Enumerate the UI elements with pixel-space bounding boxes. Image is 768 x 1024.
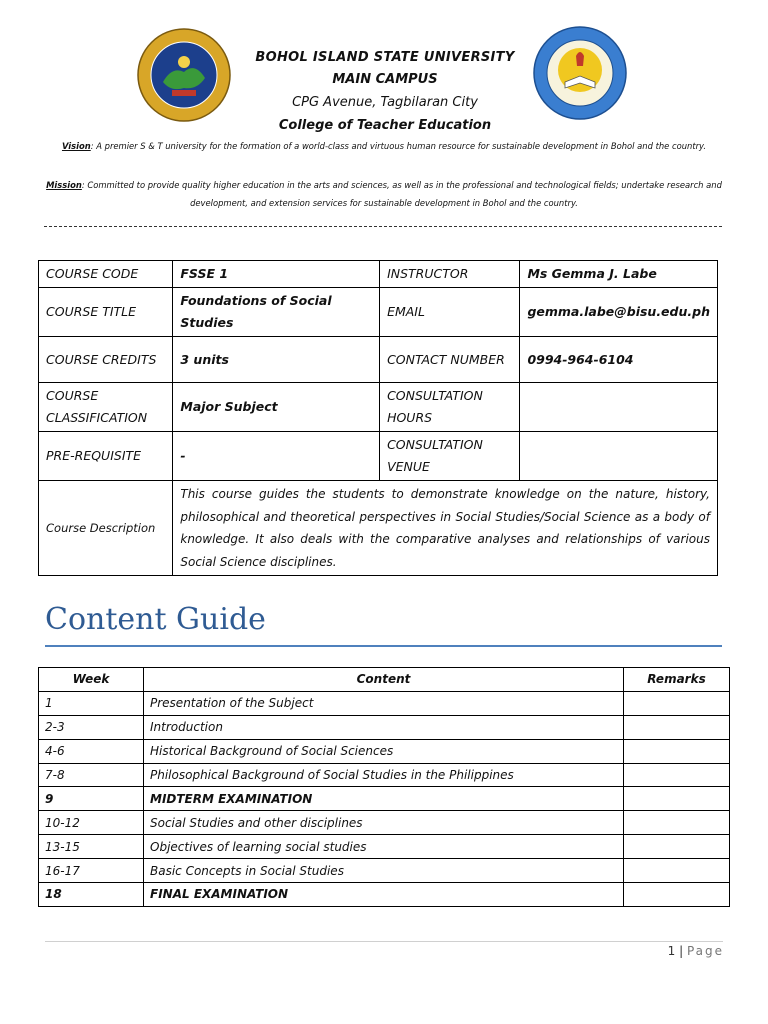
consultation-hours-value bbox=[520, 383, 718, 432]
course-credits-row bbox=[39, 337, 718, 383]
remarks-cell bbox=[624, 691, 730, 715]
remarks-cell bbox=[624, 883, 730, 907]
instructor-label: INSTRUCTOR bbox=[380, 261, 520, 288]
address: CPG Avenue, Tagbilaran City bbox=[292, 95, 478, 110]
table-row bbox=[39, 835, 730, 859]
page-footer bbox=[668, 944, 724, 958]
consultation-venue-label: CONSULTATION VENUE bbox=[380, 432, 520, 481]
week-cell: 16-17 bbox=[39, 859, 144, 883]
week-cell: 1 bbox=[39, 691, 144, 715]
vision-label: Vision bbox=[61, 141, 91, 151]
consultation-venue-value bbox=[520, 432, 718, 481]
content-cell: Historical Background of Social Sciences bbox=[144, 739, 624, 763]
contact-number-label: CONTACT NUMBER bbox=[380, 337, 520, 383]
content-cell: Presentation of the Subject bbox=[144, 691, 624, 715]
remarks-cell bbox=[624, 763, 730, 787]
course-classification-label: COURSE CLASSIFICATION bbox=[39, 383, 173, 432]
content-column-header: Content bbox=[144, 668, 624, 692]
content-guide-header-row bbox=[39, 668, 730, 692]
vision-text: : A premier S & T university for the formation of a world-class and virtuous human resource for sustainable development in Bohol and the country. bbox=[90, 141, 707, 151]
table-row bbox=[39, 859, 730, 883]
week-cell: 2-3 bbox=[39, 715, 144, 739]
mission-statement bbox=[44, 176, 724, 212]
page-separator: | bbox=[679, 944, 684, 958]
table-row bbox=[39, 811, 730, 835]
course-description-label: Course Description bbox=[39, 481, 173, 576]
content-cell: MIDTERM EXAMINATION bbox=[144, 787, 624, 811]
week-cell: 9 bbox=[39, 787, 144, 811]
course-description-text: This course guides the students to demonstrate knowledge on the nature, history, philosophical and theoretical perspectives in Social Studies/Social Science as a body of knowledge. It also deals with the comparative analyses and relationships of various Social Science disciplines. bbox=[173, 481, 718, 576]
prerequisite-row bbox=[39, 432, 718, 481]
content-cell: FINAL EXAMINATION bbox=[144, 883, 624, 907]
page-label: Page bbox=[686, 944, 724, 958]
remarks-cell bbox=[624, 835, 730, 859]
table-row bbox=[39, 763, 730, 787]
table-row bbox=[39, 883, 730, 907]
remarks-cell bbox=[624, 859, 730, 883]
week-cell: 7-8 bbox=[39, 763, 144, 787]
consultation-hours-label: CONSULTATION HOURS bbox=[380, 383, 520, 432]
course-credits-label: COURSE CREDITS bbox=[39, 337, 173, 383]
page-number: 1 bbox=[667, 944, 676, 958]
header-divider bbox=[44, 226, 722, 227]
remarks-column-header: Remarks bbox=[624, 668, 730, 692]
week-column-header: Week bbox=[39, 668, 144, 692]
content-guide-underline bbox=[45, 645, 722, 647]
prerequisite-value: - bbox=[173, 432, 380, 481]
course-title-row bbox=[39, 288, 718, 337]
course-code-row bbox=[39, 261, 718, 288]
instructor-value: Ms Gemma J. Labe bbox=[520, 261, 718, 288]
course-title-value: Foundations of Social Studies bbox=[173, 288, 380, 337]
content-guide-title: Content Guide bbox=[45, 602, 266, 637]
table-row bbox=[39, 787, 730, 811]
mission-text: : Committed to provide quality higher education in the arts and sciences, as well as in the professional and technological fields; undertake research and development, and extension services for sustainable development in Bohol and the country. bbox=[81, 180, 722, 208]
campus-name: MAIN CAMPUS bbox=[332, 72, 438, 87]
week-cell: 13-15 bbox=[39, 835, 144, 859]
content-cell: Basic Concepts in Social Studies bbox=[144, 859, 624, 883]
course-classification-row bbox=[39, 383, 718, 432]
email-value: gemma.labe@bisu.edu.ph bbox=[520, 288, 718, 337]
course-title-label: COURSE TITLE bbox=[39, 288, 173, 337]
course-classification-value: Major Subject bbox=[173, 383, 380, 432]
contact-number-value: 0994-964-6104 bbox=[520, 337, 718, 383]
email-label: EMAIL bbox=[380, 288, 520, 337]
mission-label: Mission bbox=[46, 180, 82, 190]
week-cell: 18 bbox=[39, 883, 144, 907]
content-cell: Objectives of learning social studies bbox=[144, 835, 624, 859]
table-row bbox=[39, 691, 730, 715]
table-row bbox=[39, 715, 730, 739]
university-name: BOHOL ISLAND STATE UNIVERSITY bbox=[255, 50, 515, 65]
remarks-cell bbox=[624, 811, 730, 835]
table-row bbox=[39, 739, 730, 763]
content-cell: Introduction bbox=[144, 715, 624, 739]
content-cell: Philosophical Background of Social Studies in the Philippines bbox=[144, 763, 624, 787]
remarks-cell bbox=[624, 715, 730, 739]
course-code-label: COURSE CODE bbox=[39, 261, 173, 288]
content-guide-table bbox=[38, 667, 730, 907]
week-cell: 4-6 bbox=[39, 739, 144, 763]
prerequisite-label: PRE-REQUISITE bbox=[39, 432, 173, 481]
course-credits-value: 3 units bbox=[173, 337, 380, 383]
remarks-cell bbox=[624, 739, 730, 763]
vision-statement bbox=[44, 137, 724, 155]
course-code-value: FSSE 1 bbox=[173, 261, 380, 288]
college-name: College of Teacher Education bbox=[278, 118, 492, 133]
remarks-cell bbox=[624, 787, 730, 811]
footer-divider bbox=[45, 941, 723, 942]
content-cell: Social Studies and other disciplines bbox=[144, 811, 624, 835]
week-cell: 10-12 bbox=[39, 811, 144, 835]
course-description-row bbox=[39, 481, 718, 576]
university-seal-logo bbox=[137, 28, 231, 122]
course-info-table bbox=[38, 260, 718, 576]
